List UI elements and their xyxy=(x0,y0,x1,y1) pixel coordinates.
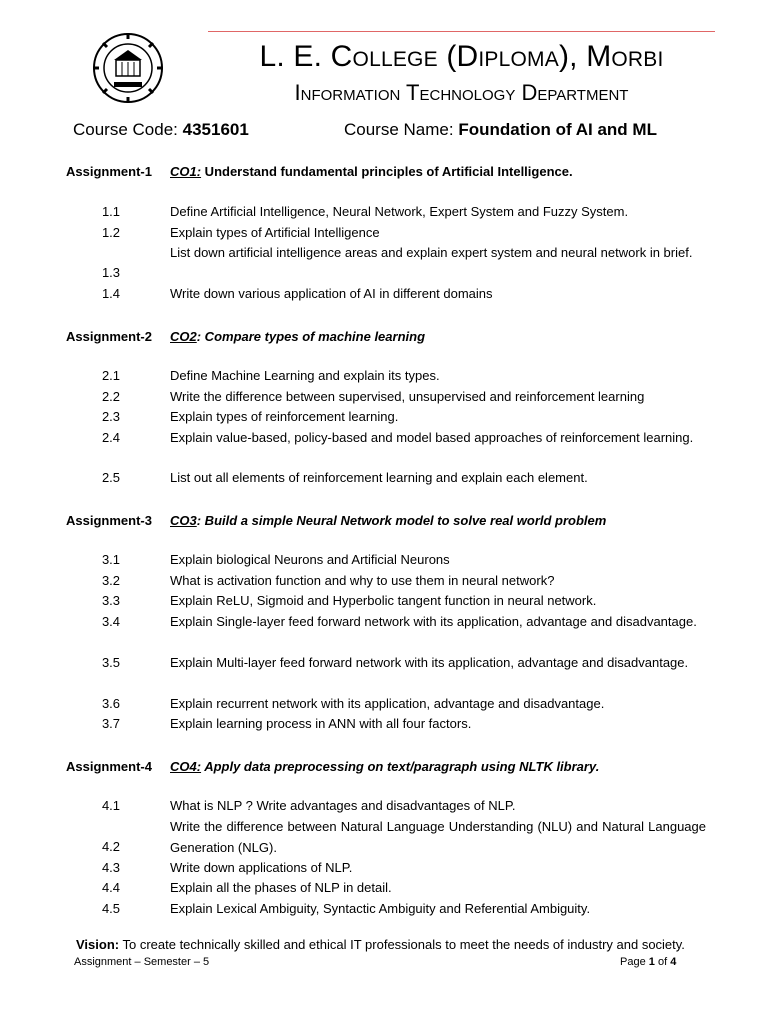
question-number: 1.1 xyxy=(101,204,121,219)
vision-text: To create technically skilled and ethical IT professionals to meet the needs of industry and society. xyxy=(119,937,685,952)
course-name-label: Course Name: xyxy=(344,120,454,139)
footer-semester: Assignment – Semester – 5 xyxy=(74,956,210,968)
question-text: Explain biological Neurons and Artificial Neurons xyxy=(170,552,450,567)
department-title: Information Technology Department xyxy=(294,80,629,105)
co-text: Apply data preprocessing on text/paragraph using NLTK library. xyxy=(201,759,600,774)
co-tag: CO4: xyxy=(170,759,202,774)
question-text: Define Artificial Intelligence, Neural Network, Expert System and Fuzzy System. xyxy=(170,204,629,219)
course-code-label: Course Code: xyxy=(73,120,178,139)
course-outcome xyxy=(170,513,606,528)
question-text: Explain types of reinforcement learning. xyxy=(170,409,399,424)
vision-label: Vision: xyxy=(76,937,120,952)
question-text: What is NLP ? Write advantages and disadvantages of NLP. xyxy=(170,798,516,813)
question-number: 4.2 xyxy=(101,839,121,854)
course-name-value: Foundation of AI and ML xyxy=(458,120,657,139)
course-code-value: 4351601 xyxy=(182,120,249,139)
question-text: Write the difference between supervised, unsupervised and reinforcement learning xyxy=(170,389,645,404)
question-text: Explain all the phases of NLP in detail. xyxy=(170,880,392,895)
question-text: Explain types of Artificial Intelligence xyxy=(170,225,380,240)
question-number: 2.1 xyxy=(101,368,121,383)
question-text: Explain ReLU, Sigmoid and Hyperbolic tangent function in neural network. xyxy=(170,593,597,608)
co-text: : Build a simple Neural Network model to solve real world problem xyxy=(196,513,607,528)
question-text: Explain Single-layer feed forward network with its application, advantage and disadvantage. xyxy=(170,614,697,629)
assignment-label: Assignment-1 xyxy=(66,164,152,179)
question-text: List down artificial intelligence areas and explain expert system and neural network in brief. xyxy=(170,245,693,260)
question-number: 2.5 xyxy=(101,470,121,485)
question-number: 2.4 xyxy=(101,430,121,445)
co-text: : Compare types of machine learning xyxy=(196,329,426,344)
page-number xyxy=(620,956,676,968)
question-number: 3.2 xyxy=(101,573,121,588)
question-number: 3.1 xyxy=(101,552,121,567)
assignment-label: Assignment-2 xyxy=(66,329,152,344)
question-number: 3.3 xyxy=(101,593,121,608)
page-of: of xyxy=(657,956,668,968)
question-number: 1.2 xyxy=(101,225,121,240)
college-logo-icon xyxy=(92,32,164,104)
question-text: Write down various application of AI in different domains xyxy=(170,286,493,301)
co-tag: CO1: xyxy=(170,164,202,179)
page-total: 4 xyxy=(670,956,677,968)
question-number: 1.4 xyxy=(101,286,121,301)
question-number: 3.5 xyxy=(101,655,121,670)
question-text: Define Machine Learning and explain its types. xyxy=(170,368,440,383)
question-text: Explain recurrent network with its application, advantage and disadvantage. xyxy=(170,696,605,711)
question-text: Write down applications of NLP. xyxy=(170,860,353,875)
course-outcome xyxy=(170,164,573,179)
course-outcome xyxy=(170,759,599,774)
question-number: 3.6 xyxy=(101,696,121,711)
course-outcome xyxy=(170,329,425,344)
header-rule xyxy=(208,31,715,32)
question-text: List out all elements of reinforcement learning and explain each element. xyxy=(170,470,588,485)
question-number: 1.3 xyxy=(101,265,121,280)
question-number: 4.5 xyxy=(101,901,121,916)
question-number: 4.3 xyxy=(101,860,121,875)
question-number: 3.7 xyxy=(101,716,121,731)
course-name xyxy=(344,120,657,140)
vision-statement xyxy=(76,937,716,952)
page-current: 1 xyxy=(648,956,655,968)
page-word: Page xyxy=(620,956,646,968)
question-text: Explain learning process in ANN with all four factors. xyxy=(170,716,472,731)
college-title: L. E. College (Diploma), Morbi xyxy=(259,40,664,73)
question-number: 4.4 xyxy=(101,880,121,895)
question-text: Explain Multi-layer feed forward network with its application, advantage and disadvantage. xyxy=(170,655,689,670)
question-number: 3.4 xyxy=(101,614,121,629)
course-code xyxy=(73,120,249,140)
question-text: Explain value-based, policy-based and model based approaches of reinforcement learning. xyxy=(170,430,694,445)
question-number: 2.2 xyxy=(101,389,121,404)
co-text: Understand fundamental principles of Artificial Intelligence. xyxy=(201,164,573,179)
co-tag: CO2 xyxy=(170,329,197,344)
question-number: 4.1 xyxy=(101,798,121,813)
question-text: What is activation function and why to use them in neural network? xyxy=(170,573,555,588)
assignment-label: Assignment-4 xyxy=(66,759,152,774)
question-number: 2.3 xyxy=(101,409,121,424)
co-tag: CO3 xyxy=(170,513,197,528)
assignment-label: Assignment-3 xyxy=(66,513,152,528)
question-text: Write the difference between Natural Language Understanding (NLU) and Natural Language Generation (NLG). xyxy=(170,819,706,855)
question-text: Explain Lexical Ambiguity, Syntactic Ambiguity and Referential Ambiguity. xyxy=(170,901,591,916)
